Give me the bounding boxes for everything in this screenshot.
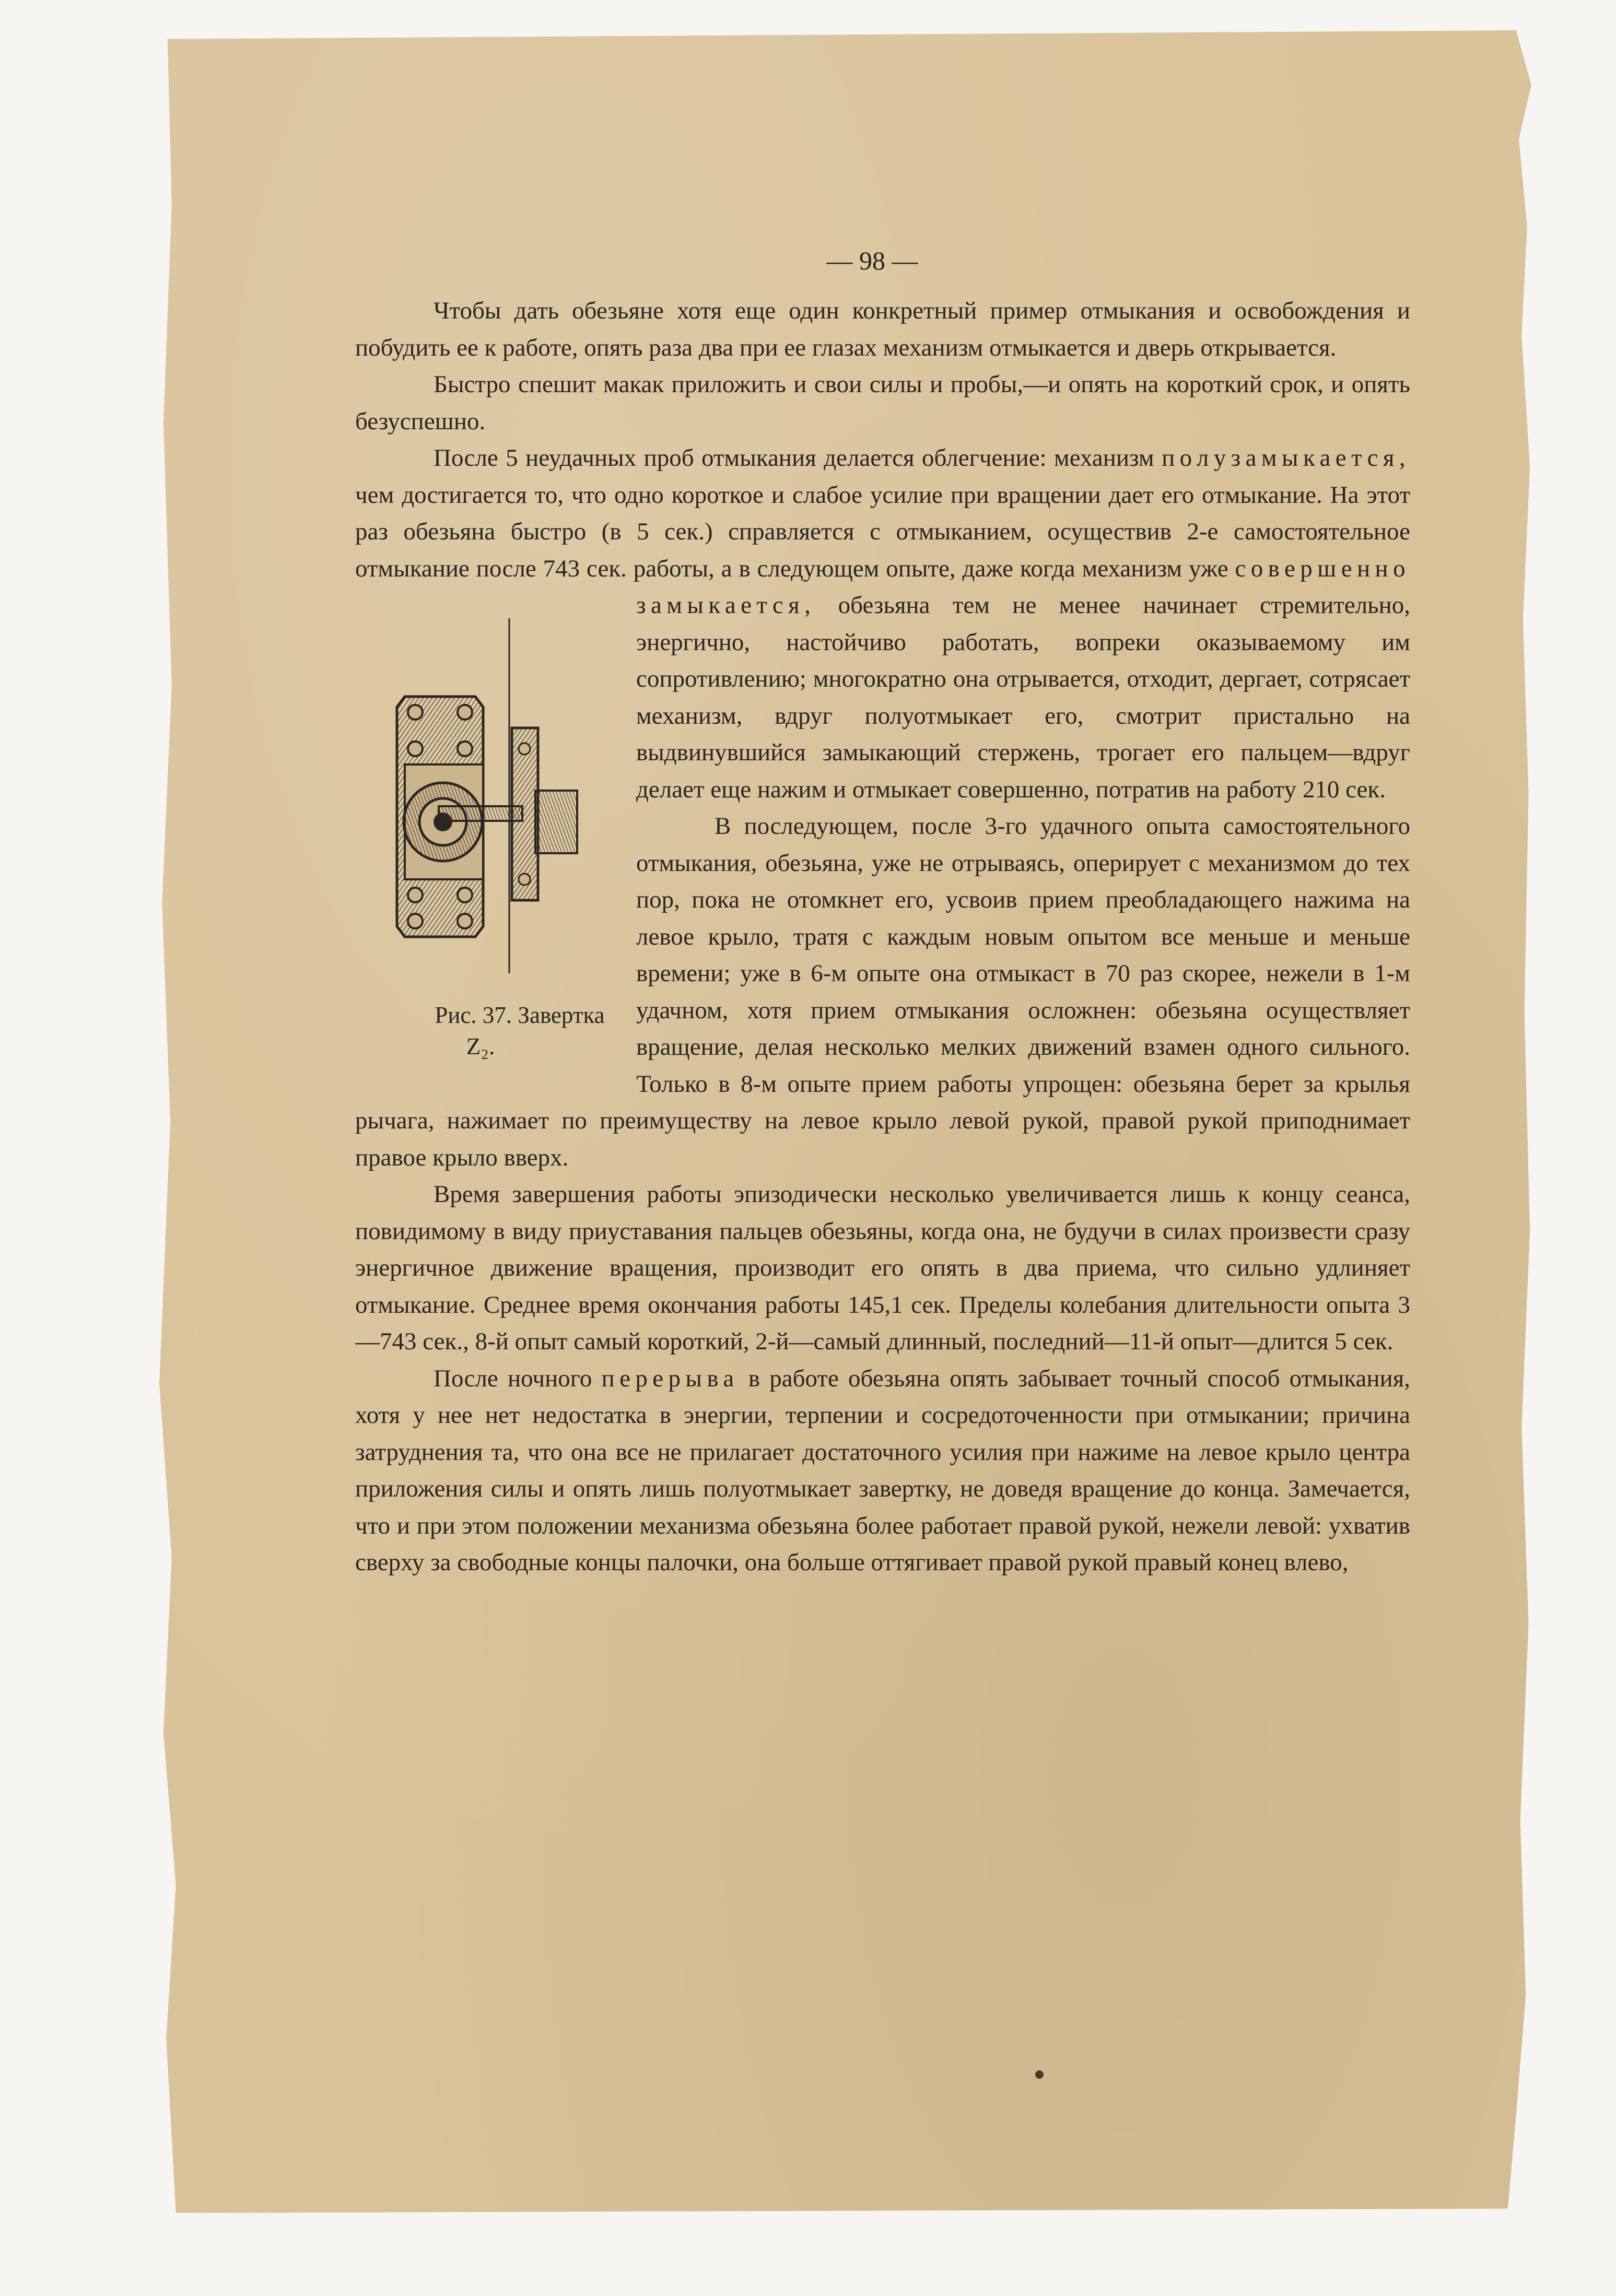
figure-caption — [355, 999, 606, 1062]
page-number: — 98 — — [826, 246, 918, 275]
emphasis-half-locked: полузамыкается, — [1162, 444, 1410, 472]
ink-speck — [1035, 2070, 1044, 2079]
page-text — [355, 292, 1410, 1984]
paragraph-4: В последующем, после 3-го удачного опыта самостоятельного отмыкания, обезьяна, уже не отрываясь, оперирует с механизмом до тех пор, пока не отомкнет его, усвоив прием преобладающего нажима на левое крыло, тратя с каждым новым опытом все меньше и меньше времени; уже в 6-м опыте она отмыкаст в 70 раз скорее, нежели в 1-м удачном, хотя прием отмыкания осложнен: обезьяна осуществляет вращение, делая несколько мелких движений взамен одного сильного. Только в 8-м опыте прием работы упрощен: обезьяна берет за крылья рычага, нажимает по преимуществу на левое крыло левой рукой, правой рукой приподнимает правое крыло вверх. — [355, 813, 1410, 1171]
paragraph-3-part-c: чем достигается то, что одно короткое и слабое усилие при вращении дает его отмыкание. На этот раз обезьяна быстро (в 5 сек.) справляется с отмыканием, осуществив 2-е самостоятельное отмыкание после 743 сек. работы, а в следующем опыте, даже когда механизм уже — [355, 481, 1410, 582]
paragraph-2: Быстро спешит макак приложить и свои силы и пробы,—и опять на короткий срок, и опять безуспешно. — [355, 371, 1410, 435]
figure-37 — [355, 587, 622, 1088]
paragraph-3-part-e: обезьяна тем не менее начинает стремительно, энергично, настойчиво работать, вопреки оказываемому им сопротивлению; многократно она отрывается, отходит, дергает, сотрясает механизм, вдруг полуотмыкает его, смотрит пристально на выдвинувшийся замыкающий стержень, трогает его пальцем—вдруг делает еще нажим и отмыкает совершенно, потратив на работу 210 сек. — [636, 592, 1410, 803]
figure-caption-line-1: Рис. 37. Завертка — [435, 1002, 605, 1028]
paragraph-6-part-c: в работе обезьяна опять забывает точный способ отмыкания, хотя у нее нет недостатка в энергии, терпении и сосредоточенности при отмыкании; причина затруднения та, что она все не прилагает достаточного усилия при нажиме на левое крыло центра приложения силы и опять лишь полуотмыкает завертку, не доведя вращение до конца. Замечается, что и при этом положении механизма обезьяна более работает правой рукой, нежели левой: ухватив сверху за свободные концы палочки, она больше оттягивает правой рукой правый конец влево, — [355, 1364, 1410, 1576]
paragraph-5: Время завершения работы эпизодически несколько увеличивается лишь к концу сеанса, повидимому в виду приуставания пальцев обезьяны, когда она, не будучи в силах произвести сразу энергичное движение вращения, производит его опять в два приема, что сильно удлиняет отмыкание. Среднее время окончания работы 145,1 сек. Пределы колебания длительности опыта 3—743 сек., 8-й опыт самый короткий, 2-й—самый длинный, последний—11-й опыт—длится 5 сек. — [355, 1181, 1410, 1355]
paragraph-3-part-a: После 5 неудачных проб отмыкания делается облегчение: механизм — [434, 444, 1154, 472]
emphasis-fully-locked: совершенно замыкается, — [636, 555, 1410, 619]
latch-illustration — [376, 618, 585, 973]
paragraph-1: Чтобы дать обезьяне хотя еще один конкретный пример отмыкания и освобождения и побудить ее к работе, опять раза два при ее глазах механизм отмыкается и дверь открывается. — [355, 297, 1410, 361]
emphasis-break: перерыва — [601, 1364, 739, 1392]
paragraph-6 — [355, 1360, 1410, 1581]
paragraph-6-part-a: После ночного — [434, 1364, 592, 1392]
figure-caption-line-2: Z₂. — [466, 1033, 495, 1059]
